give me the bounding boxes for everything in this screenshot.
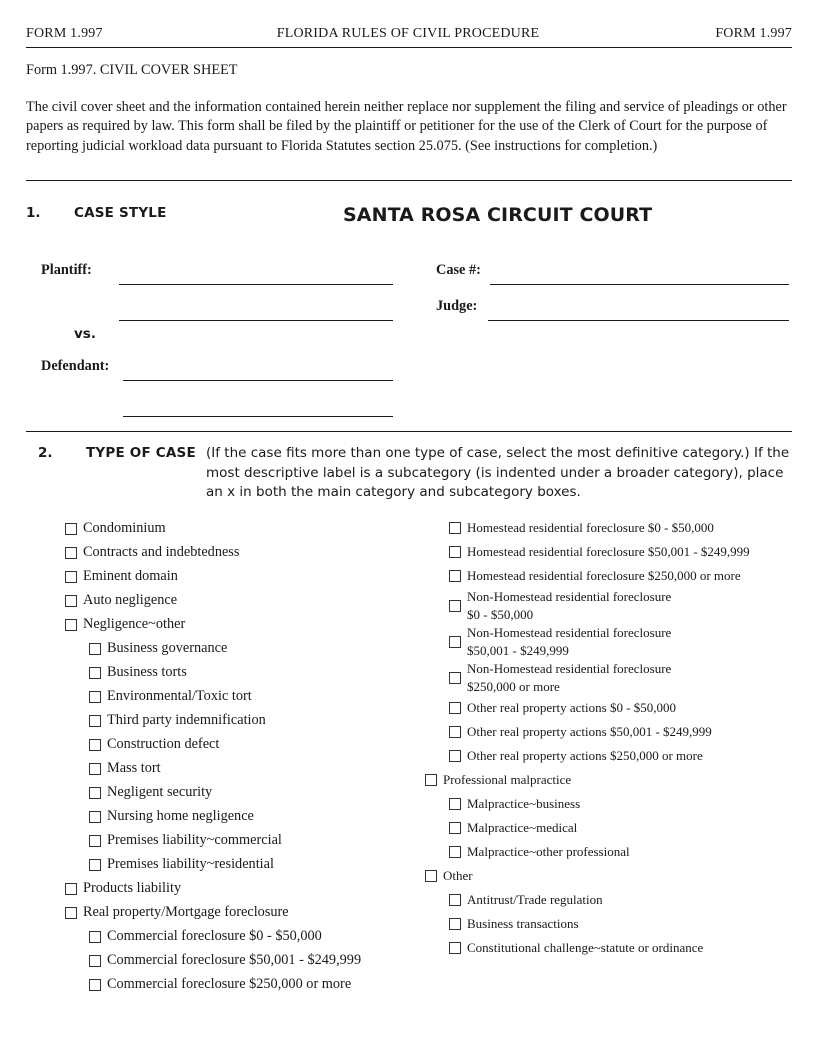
option-constitutional-challenge[interactable] — [449, 940, 703, 956]
checkbox[interactable] — [449, 636, 461, 648]
option-malpractice-business[interactable] — [449, 796, 580, 812]
section1-rule — [26, 431, 792, 432]
option-other-real-property-50001-249999[interactable] — [449, 724, 712, 740]
checkbox[interactable] — [89, 667, 101, 679]
option-label: Eminent domain — [83, 568, 178, 584]
option-label: Negligent security — [107, 784, 213, 800]
option-premises-liability-residential[interactable] — [89, 856, 274, 873]
option-contracts-and-indebtedness[interactable] — [65, 544, 239, 561]
option-label: Malpractice~business — [467, 796, 581, 811]
checkbox[interactable] — [65, 883, 77, 895]
option-label: Other real property actions $250,000 or more — [467, 748, 703, 763]
header-rule — [26, 47, 792, 48]
judge-field[interactable] — [488, 320, 789, 321]
checkbox[interactable] — [449, 894, 461, 906]
option-label: Nursing home negligence — [107, 808, 254, 824]
option-label: Professional malpractice — [443, 772, 572, 787]
option-label: Non-Homestead residential foreclosure — [467, 661, 672, 676]
option-label: Products liability — [83, 880, 182, 896]
option-non-homestead-foreclosure-250000-plus[interactable] — [449, 660, 671, 695]
option-malpractice-medical[interactable] — [449, 820, 577, 836]
option-label: Condominium — [83, 520, 166, 536]
header-form-right: FORM 1.997 — [715, 26, 792, 41]
checkbox[interactable] — [425, 774, 437, 786]
option-label: Other real property actions $50,001 - $249,999 — [467, 724, 712, 739]
option-construction-defect[interactable] — [89, 736, 219, 753]
checkbox[interactable] — [89, 955, 101, 967]
option-label: Construction defect — [107, 736, 220, 752]
intro-paragraph: The civil cover sheet and the information contained herein neither replace nor supplement the filing and service of pleadings or other papers as required by law. This form shall be filed by the plaintiff or petitioner for the use of the Clerk of Court for the purpose of reporting judicial workload data pursuant to Florida Statutes section 25.075. (See instructions for completion.) — [26, 99, 787, 154]
checkbox[interactable] — [89, 835, 101, 847]
option-professional-malpractice[interactable] — [425, 772, 571, 788]
checkbox[interactable] — [89, 691, 101, 703]
checkbox[interactable] — [65, 619, 77, 631]
option-other[interactable] — [425, 868, 473, 884]
defendant-field-line-1[interactable] — [123, 380, 393, 381]
option-label: Premises liability~residential — [107, 856, 274, 872]
judge-label: Judge: — [436, 298, 478, 314]
option-label: Non-Homestead residential foreclosure — [467, 625, 672, 640]
option-other-real-property-0-50000[interactable] — [449, 700, 676, 716]
defendant-label: Defendant: — [41, 358, 110, 374]
checkbox[interactable] — [65, 571, 77, 583]
checkbox[interactable] — [65, 547, 77, 559]
checkbox[interactable] — [449, 672, 461, 684]
checkbox[interactable] — [89, 715, 101, 727]
case-number-field[interactable] — [490, 284, 789, 285]
option-label: Commercial foreclosure $50,001 - $249,999 — [107, 952, 362, 968]
option-non-homestead-foreclosure-50001-249999[interactable] — [449, 624, 671, 659]
option-label: Homestead residential foreclosure $0 - $50,000 — [467, 520, 714, 535]
option-business-torts[interactable] — [89, 664, 187, 681]
section2-number: 2. — [38, 445, 53, 461]
checkbox[interactable] — [449, 942, 461, 954]
checkbox[interactable] — [449, 726, 461, 738]
type-of-case-instructions: (If the case fits more than one type of case, select the most definitive category.) If the most descriptive label is a subcategory (is indented under a broader category), place an x in both the main category and subcategory boxes. — [206, 445, 790, 500]
checkbox[interactable] — [449, 522, 461, 534]
option-label: Real property/Mortgage foreclosure — [83, 904, 289, 920]
option-antitrust-trade-regulation[interactable] — [449, 892, 603, 908]
option-commercial-foreclosure-0-50000[interactable] — [89, 928, 322, 945]
checkbox[interactable] — [89, 859, 101, 871]
option-label: Homestead residential foreclosure $50,001 - $249,999 — [467, 544, 750, 559]
checkbox[interactable] — [89, 643, 101, 655]
option-label: Other — [443, 868, 473, 883]
checkbox[interactable] — [89, 763, 101, 775]
court-name: SANTA ROSA CIRCUIT COURT — [343, 204, 653, 226]
option-eminent-domain[interactable] — [65, 568, 178, 585]
checkbox[interactable] — [425, 870, 437, 882]
option-products-liability[interactable] — [65, 880, 181, 897]
option-label: Business transactions — [467, 916, 579, 931]
option-sublabel: $50,001 - $249,999 — [467, 642, 569, 658]
option-homestead-foreclosure-0-50000[interactable] — [449, 520, 714, 536]
section1-number: 1. — [26, 205, 41, 221]
option-label: Business torts — [107, 664, 187, 680]
option-other-real-property-250000-plus[interactable] — [449, 748, 703, 764]
option-label: Mass tort — [107, 760, 161, 776]
checkbox[interactable] — [89, 979, 101, 991]
plaintiff-field-line-1[interactable] — [119, 284, 393, 285]
option-nursing-home-negligence[interactable] — [89, 808, 254, 825]
checkbox[interactable] — [89, 811, 101, 823]
header-form-left: FORM 1.997 — [26, 26, 103, 41]
option-label: Constitutional challenge~statute or ordinance — [467, 940, 704, 955]
option-environmental-toxic-tort[interactable] — [89, 688, 252, 705]
option-homestead-foreclosure-50001-249999[interactable] — [449, 544, 750, 560]
option-real-property-mortgage-foreclosure[interactable] — [65, 904, 289, 921]
checkbox[interactable] — [89, 739, 101, 751]
option-malpractice-other-professional[interactable] — [449, 844, 630, 860]
option-label: Non-Homestead residential foreclosure — [467, 589, 672, 604]
option-label: Homestead residential foreclosure $250,000 or more — [467, 568, 741, 583]
checkbox[interactable] — [449, 546, 461, 558]
checkbox[interactable] — [449, 822, 461, 834]
option-label: Antitrust/Trade regulation — [467, 892, 603, 907]
checkbox[interactable] — [89, 931, 101, 943]
form-title: Form 1.997. CIVIL COVER SHEET — [26, 62, 238, 78]
section1-title: CASE STYLE — [74, 205, 167, 221]
option-label: Other real property actions $0 - $50,000 — [467, 700, 677, 715]
option-condominium[interactable] — [65, 520, 166, 537]
option-label: Auto negligence — [83, 592, 178, 608]
plaintiff-label: Plantiff: — [41, 262, 92, 278]
option-third-party-indemnification[interactable] — [89, 712, 266, 729]
defendant-field-line-2[interactable] — [123, 416, 393, 417]
section2-title: TYPE OF CASE — [86, 445, 196, 461]
checkbox[interactable] — [449, 702, 461, 714]
option-business-transactions[interactable] — [449, 916, 579, 932]
checkbox[interactable] — [65, 595, 77, 607]
option-label: Malpractice~medical — [467, 820, 578, 835]
option-mass-tort[interactable] — [89, 760, 161, 777]
checkbox[interactable] — [89, 787, 101, 799]
option-homestead-foreclosure-250000-plus[interactable] — [449, 568, 741, 584]
checkbox[interactable] — [65, 907, 77, 919]
option-auto-negligence[interactable] — [65, 592, 177, 609]
option-commercial-foreclosure-250000-plus[interactable] — [89, 976, 351, 993]
option-negligent-security[interactable] — [89, 784, 212, 801]
option-label: Malpractice~other professional — [467, 844, 630, 859]
checkbox[interactable] — [449, 918, 461, 930]
checkbox[interactable] — [449, 798, 461, 810]
checkbox[interactable] — [449, 750, 461, 762]
option-label: Premises liability~commercial — [107, 832, 282, 848]
option-negligence-other[interactable] — [65, 616, 185, 633]
option-commercial-foreclosure-50001-249999[interactable] — [89, 952, 361, 969]
case-number-label: Case #: — [436, 262, 481, 278]
option-sublabel: $250,000 or more — [467, 678, 560, 694]
option-sublabel: $0 - $50,000 — [467, 606, 534, 622]
checkbox[interactable] — [449, 846, 461, 858]
option-non-homestead-foreclosure-0-50000[interactable] — [449, 588, 671, 623]
option-premises-liability-commercial[interactable] — [89, 832, 282, 849]
option-label: Commercial foreclosure $250,000 or more — [107, 976, 352, 992]
intro-rule — [26, 180, 792, 181]
option-label: Negligence~other — [83, 616, 186, 632]
vs-label: vs. — [74, 326, 96, 342]
option-label: Contracts and indebtedness — [83, 544, 240, 560]
option-label: Business governance — [107, 640, 228, 656]
option-business-governance[interactable] — [89, 640, 227, 657]
checkbox[interactable] — [449, 600, 461, 612]
checkbox[interactable] — [449, 570, 461, 582]
checkbox[interactable] — [65, 523, 77, 535]
option-label: Third party indemnification — [107, 712, 266, 728]
option-label: Commercial foreclosure $0 - $50,000 — [107, 928, 322, 944]
header-title: FLORIDA RULES OF CIVIL PROCEDURE — [276, 26, 540, 41]
option-label: Environmental/Toxic tort — [107, 688, 252, 704]
plaintiff-field-line-2[interactable] — [119, 320, 393, 321]
